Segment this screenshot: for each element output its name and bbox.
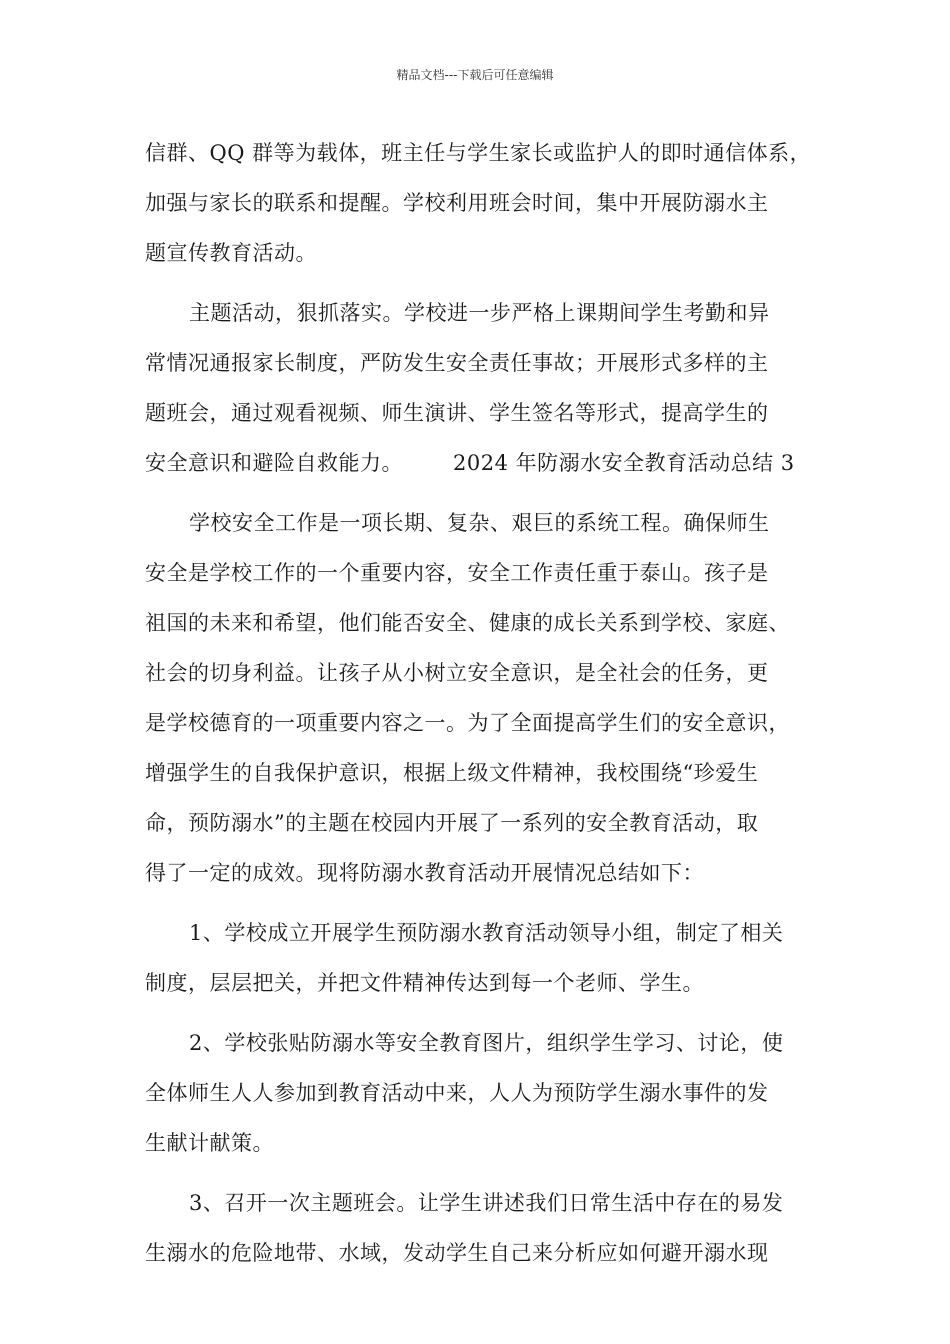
- text-line: 是学校德育的一项重要内容之一。为了全面提高学生们的安全意识，: [145, 711, 790, 735]
- text-line: 2、学校张贴防溺水等安全教育图片，组织学生学习、讨论，使: [189, 1031, 784, 1055]
- document-body: [145, 128, 812, 1278]
- text-line: 主题活动，狠抓落实。学校进一步严格上课期间学生考勤和异: [189, 301, 770, 325]
- text-line: 生献计献策。: [145, 1131, 274, 1155]
- text-line: 安全是学校工作的一个重要内容，安全工作责任重于泰山。孩子是: [145, 561, 769, 585]
- text-line: 常情况通报家长制度，严防发生安全责任事故；开展形式多样的主: [145, 351, 769, 375]
- text-line: 生溺水的危险地带、水域，发动学生自己来分析应如何避开溺水现: [145, 1241, 769, 1265]
- text-line: 制度，层层把关，并把文件精神传达到每一个老师、学生。: [145, 971, 704, 995]
- text-line: 增强学生的自我保护意识，根据上级文件精神，我校围绕“珍爱生: [145, 761, 759, 785]
- text-line: 信群、QQ 群等为载体，班主任与学生家长或监护人的即时通信体系，: [145, 141, 812, 165]
- text-line: 题班会，通过观看视频、师生演讲、学生签名等形式，提高学生的: [145, 401, 769, 425]
- text-line: 安全意识和避险自救能力。: [145, 451, 403, 475]
- text-line: 命，预防溺水”的主题在校园内开展了一系列的安全教育活动，取: [145, 811, 759, 835]
- text-line: 祖国的未来和希望，他们能否安全、健康的成长关系到学校、家庭、: [145, 611, 790, 635]
- text-line: 1、学校成立开展学生预防溺水教育活动领导小组，制定了相关: [189, 921, 784, 945]
- text-line-with-title: [145, 438, 809, 488]
- text-line: 3、召开一次主题班会。让学生讲述我们日常生活中存在的易发: [189, 1191, 784, 1215]
- text-line: 全体师生人人参加到教育活动中来，人人为预防学生溺水事件的发: [145, 1081, 769, 1105]
- text-line: 得了一定的成效。现将防溺水教育活动开展情况总结如下：: [145, 861, 704, 885]
- section-title: 2024 年防溺水安全教育活动总结 3: [453, 451, 795, 475]
- text-line: 题宣传教育活动。: [145, 241, 317, 265]
- text-line: 加强与家长的联系和提醒。学校利用班会时间，集中开展防溺水主: [145, 191, 769, 215]
- text-line: 学校安全工作是一项长期、复杂、艰巨的系统工程。确保师生: [189, 511, 770, 535]
- page-header: 精品文档---下载后可任意编辑: [396, 68, 554, 82]
- text-line: 社会的切身利益。让孩子从小树立安全意识，是全社会的任务，更: [145, 661, 769, 685]
